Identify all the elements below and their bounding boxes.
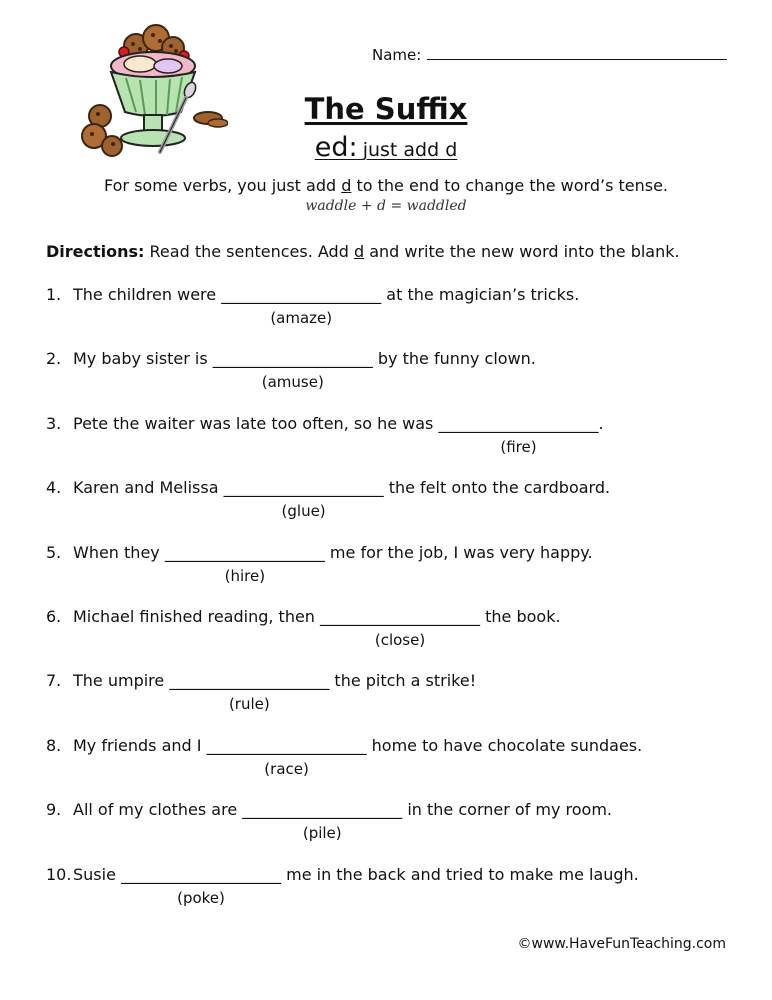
question-text-after: the felt onto the cardboard.: [383, 478, 611, 498]
question-text-after: the book.: [480, 607, 561, 626]
question-text-after: me for the job, I was very happy.: [324, 542, 593, 562]
question-item: [46, 478, 736, 538]
answer-blank[interactable]: ____________________: [242, 800, 403, 820]
intro-text: [0, 176, 772, 195]
question-number: 8.: [46, 735, 62, 755]
verb-hint: (race): [264, 759, 309, 778]
question-number: 2.: [46, 349, 62, 369]
verb-hint: (amuse): [261, 373, 324, 392]
question-sentence: [46, 865, 639, 884]
verb-hint: (fire): [500, 437, 537, 456]
directions-label: Directions:: [46, 242, 145, 261]
question-item: [46, 607, 736, 667]
intro-after: to the end to change the word’s tense.: [351, 176, 669, 195]
question-text-before: Pete the waiter was late too often, so he was: [73, 413, 439, 433]
verb-hint: (amaze): [270, 309, 333, 327]
answer-blank[interactable]: ____________________: [438, 413, 599, 433]
answer-blank[interactable]: ____________________: [221, 285, 382, 304]
question-text-before: Michael finished reading, then: [73, 607, 321, 626]
question-text-before: The umpire: [73, 671, 170, 691]
verb-hint: (rule): [228, 695, 270, 714]
answer-blank[interactable]: ____________________: [164, 542, 325, 562]
question-number: 10.: [46, 864, 72, 884]
question-text-after: the pitch a strike!: [329, 671, 477, 691]
question-text-before: All of my clothes are: [73, 800, 243, 820]
verb-hint: (poke): [177, 888, 225, 907]
question-text-before: My baby sister is: [73, 349, 213, 369]
question-text-after: at the magician’s tricks.: [381, 285, 580, 304]
question-number: 7.: [46, 671, 62, 691]
question-sentence: [46, 671, 476, 690]
answer-blank[interactable]: ____________________: [121, 864, 282, 884]
question-sentence: [46, 607, 561, 626]
example-text: waddle + d = waddled: [305, 198, 467, 214]
answer-blank[interactable]: ____________________: [223, 478, 384, 498]
question-item: [46, 285, 736, 345]
question-item: [46, 865, 736, 925]
copyright-footer: ©www.HaveFunTeaching.com: [517, 936, 726, 952]
directions-after: and write the new word into the blank.: [364, 242, 680, 261]
question-text-before: Susie: [73, 864, 122, 884]
question-text-before: My friends and I: [73, 735, 207, 755]
directions-before: Read the sentences. Add: [144, 242, 354, 261]
answer-blank[interactable]: ____________________: [206, 735, 367, 755]
question-number: 9.: [46, 800, 62, 820]
question-item: [46, 736, 736, 796]
question-sentence: [46, 800, 612, 819]
verb-hint: (close): [374, 631, 426, 649]
page-subtitle: [0, 132, 772, 163]
question-text-after: .: [598, 413, 604, 433]
question-sentence: [46, 414, 604, 433]
question-item: [46, 671, 736, 731]
verb-hint: (glue): [281, 502, 326, 521]
intro-letter: d: [341, 176, 352, 195]
question-number: 5.: [46, 542, 62, 562]
directions: [46, 242, 680, 261]
question-text-before: Karen and Melissa: [73, 478, 224, 498]
verb-hint: (hire): [224, 566, 266, 585]
name-field[interactable]: [372, 46, 727, 64]
name-label: Name:: [372, 46, 422, 64]
question-sentence: [46, 736, 642, 755]
question-sentence: [46, 349, 536, 368]
question-text-after: home to have chocolate sundaes.: [366, 735, 643, 755]
question-number: 6.: [46, 607, 62, 626]
suffix-label: ed:: [314, 132, 358, 163]
question-sentence: [46, 543, 593, 562]
answer-blank[interactable]: ____________________: [320, 607, 481, 626]
question-text-before: When they: [73, 542, 165, 562]
question-number: 3.: [46, 413, 62, 433]
directions-letter: d: [353, 242, 365, 261]
question-item: [46, 543, 736, 603]
question-number: 4.: [46, 478, 62, 498]
answer-blank[interactable]: ____________________: [212, 349, 373, 369]
name-line[interactable]: [427, 47, 727, 60]
intro-before: For some verbs, you just add: [103, 176, 342, 195]
question-item: [46, 414, 736, 474]
question-number: 1.: [46, 285, 62, 304]
page-title: The Suffix: [304, 92, 468, 126]
verb-hint: (pile): [302, 824, 342, 843]
question-text-after: in the corner of my room.: [402, 800, 613, 820]
question-sentence: [46, 285, 579, 304]
question-sentence: [46, 478, 610, 497]
question-text-before: The children were: [73, 285, 222, 304]
answer-blank[interactable]: ____________________: [169, 671, 330, 691]
question-item: [46, 800, 736, 860]
question-text-after: me in the back and tried to make me laugh.: [281, 864, 639, 884]
suffix-note: just add d: [362, 139, 458, 161]
question-item: [46, 349, 736, 409]
question-text-after: by the funny clown.: [372, 349, 536, 369]
